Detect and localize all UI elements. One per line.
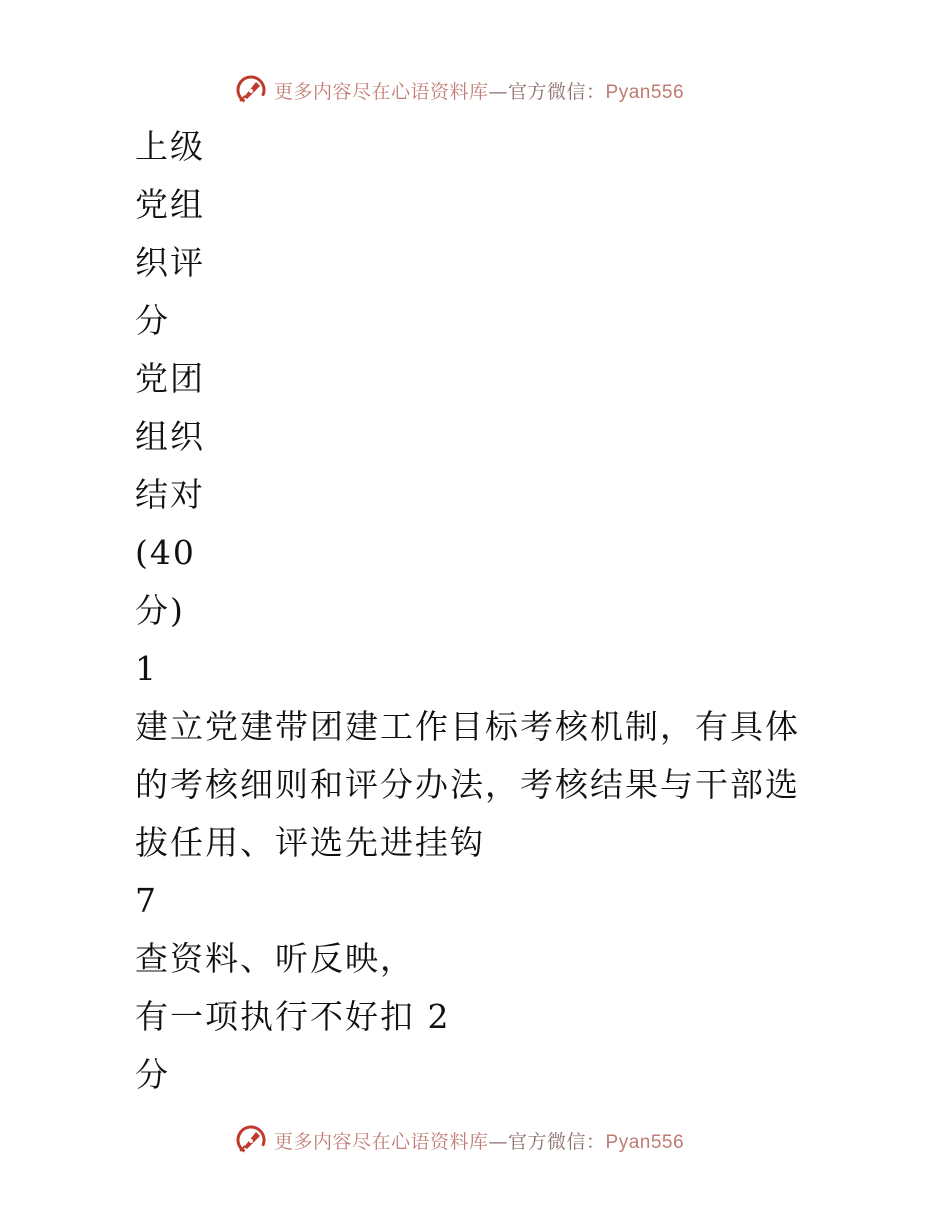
- pen-nib-logo-icon: [234, 1123, 268, 1157]
- text-line: 织评: [135, 243, 205, 282]
- text-line: 查资料、听反映，: [135, 939, 415, 978]
- text-line: 7: [135, 881, 158, 920]
- document-body: [135, 118, 815, 1104]
- text-line: 分: [135, 1055, 170, 1094]
- footer-dash: —: [488, 1130, 509, 1153]
- text-line: (40: [135, 533, 196, 572]
- footer-banner: [234, 1122, 684, 1158]
- text-line: 组织: [135, 417, 205, 456]
- footer-main-text: 更多内容尽在心语资料库: [274, 1130, 489, 1153]
- pen-nib-logo-icon: [234, 73, 268, 107]
- text-line: 有一项执行不好扣 2: [135, 997, 451, 1036]
- header-wechat-id: Pyan556: [605, 81, 685, 103]
- text-line: 分: [135, 301, 170, 340]
- header-dash: —: [488, 80, 509, 103]
- text-line: 建立党建带团建工作目标考核机制，有具体: [135, 707, 800, 746]
- text-line: 拔任用、评选先进挂钩: [135, 823, 485, 862]
- footer-text: [274, 1127, 684, 1154]
- header-official-label: 官方微信：: [508, 80, 606, 103]
- text-line: 上级: [135, 127, 205, 166]
- text-line: 的考核细则和评分办法，考核结果与干部选: [135, 765, 800, 804]
- text-line: 结对: [135, 475, 205, 514]
- header-banner: [234, 72, 684, 108]
- text-line: 分): [135, 591, 185, 630]
- text-line: 党组: [135, 185, 205, 224]
- header-main-text: 更多内容尽在心语资料库: [274, 80, 489, 103]
- header-text: [274, 77, 684, 104]
- footer-wechat-id: Pyan556: [605, 1131, 685, 1153]
- text-line: 1: [135, 649, 158, 688]
- text-line: 党团: [135, 359, 205, 398]
- footer-official-label: 官方微信：: [508, 1130, 606, 1153]
